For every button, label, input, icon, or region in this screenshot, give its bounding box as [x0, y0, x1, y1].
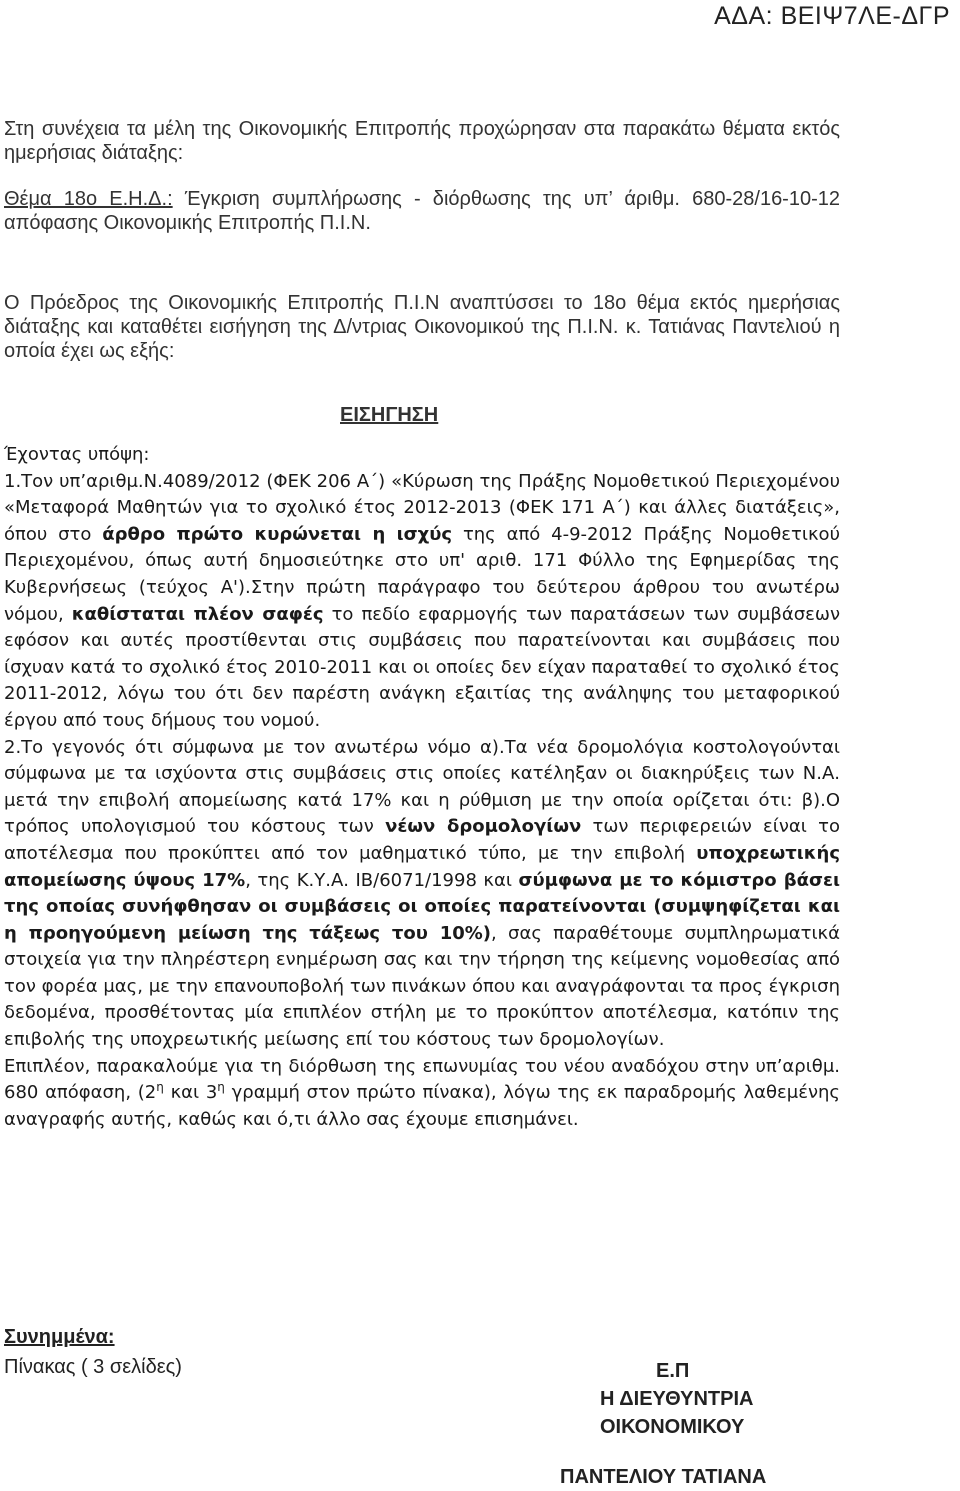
ada-identifier: ΑΔΑ: ΒΕΙΨ7ΛΕ-ΔΓΡ — [714, 2, 950, 30]
p2-bold-b: υποχρεωτικής απομείωσης ύψους 17% — [4, 842, 840, 891]
topic-paragraph — [4, 187, 840, 235]
attachments-label: Συνημμένα: — [4, 1326, 115, 1348]
p2-text-b: των περιφερειών είναι το αποτέλεσμα που προκύπτει από τον μαθηματικό τύπο, με την επιβολή — [4, 816, 840, 864]
attachments-item: Πίνακας ( 3 σελίδες) — [4, 1356, 182, 1378]
signature-block — [600, 1357, 753, 1441]
p1-bold-b: καθίσταται πλέον σαφές — [71, 603, 324, 625]
considering-line: Έχοντας υπόψη: — [4, 444, 150, 465]
p3-sup-a: η — [156, 1080, 164, 1095]
signature-line-2: Η ΔΙΕΥΘΥΝΤΡΙΑ — [600, 1388, 754, 1410]
p1-text-b: της από 4-9-2012 Πράξης Νομοθετικού Περιεχομένου, όπως αυτή δημοσιεύτηκε στο υπ' αριθ. 171 Φύλλο της Εφημερίδας της Κυβερνήσεως (τεύχος Α').Στην πρώτη παράγραφο του δεύτερου άρθρου του ανωτέρω νόμου, — [4, 523, 840, 625]
topic-text: Έγκριση συμπλήρωσης - διόρθωσης της υπ’ άριθμ. 680-28/16-10-12 απόφασης Οικονομικής Επιτροπής Π.Ι.Ν. — [4, 188, 840, 234]
paragraph-2 — [4, 735, 840, 1054]
president-paragraph: Ο Πρόεδρος της Οικονομικής Επιτροπής Π.Ι.Ν αναπτύσσει το 18ο θέμα εκτός ημερήσιας διάταξης και καταθέτει εισήγηση της Δ/ντριας Οικονομικού της Π.Ι.Ν. κ. Τατιάνας Παντελιού η οποία έχει ως εξής: — [4, 292, 840, 362]
paragraph-1 — [4, 469, 840, 735]
p3-text-a: Επιπλέον, παρακαλούμε για τη διόρθωση της επωνυμίας του νέου αναδόχου στην υπ’αριθμ. 680 απόφαση, (2 — [4, 1055, 840, 1104]
p3-text-b: και 3 — [163, 1082, 218, 1104]
document-body — [4, 442, 840, 1133]
p1-text-c: το πεδίο εφαρμογής των παρατάσεων των συμβάσεων εφόσον και αυτές προστίθενται στις συμβάσεις που παρατείνονται και συμβάσεις που ίσχυαν κατά το σχολικό έτος 2010-2011 και οι οποίες δεν είχαν παραταθεί το σχολικό έτος 2011-2012, λόγω του ότι δεν παρέστη ανάγκη εξαιτίας της ανάληψης του μεταφορικού έργου από τους δήμους του νομού. — [4, 603, 840, 731]
signature-line-3: ΟΙΚΟΝΟΜΙΚΟΥ — [600, 1416, 745, 1438]
attachments-block — [4, 1322, 182, 1382]
p2-text-c: , της Κ.Υ.Α. ΙΒ/6071/1998 και — [245, 869, 519, 891]
paragraph-3 — [4, 1054, 840, 1134]
signatory-name: ΠΑΝΤΕΛΙΟΥ ΤΑΤΙΑΝΑ — [560, 1466, 767, 1488]
p2-text-d: , σας παραθέτουμε συμπληρωματικά στοιχεία για την πληρέστερη ενημέρωση σας και την τήρηση της κείμενης νομοθεσίας από τον φορέα μας, με την επανουποβολή των πινάκων όπου και αναγράφονται τα προς έγκριση δεδομένα, προσθέτοντας μία επιπλέον στήλη με το προκύπτον αποτέλεσμα, κατόπιν της επιβολής της υποχρεωτικής μείωσης επί του κόστους των δρομολογίων. — [4, 922, 841, 1051]
document-title: ΕΙΣΗΓΗΣΗ — [340, 404, 439, 426]
p2-bold-a: νέων δρομολογίων — [385, 816, 582, 838]
p1-text-a: 1.Τον υπ’αριθμ.Ν.4089/2012 (ΦΕΚ 206 Α΄) «Κύρωση της Πράξης Νομοθετικού Περιεχομένου «Μεταφορά Μαθητών για το σχολικό έτος 2012-2013 (ΦΕΚ 171 Α΄) και άλλες διατάξεις», όπου στο — [4, 470, 840, 545]
signature-line-1: Ε.Π — [656, 1360, 690, 1382]
p3-text-c: γραμμή στον πρώτο πίνακα), λόγω της εκ παραδρομής λαθεμένης αναγραφής αυτής, καθώς και ό,τι άλλο σας έχουμε επισημάνει. — [4, 1082, 840, 1130]
topic-label: Θέμα 18ο Ε.Η.Δ.: — [4, 188, 173, 210]
p1-bold-a: άρθρο πρώτο κυρώνεται η ισχύς — [102, 523, 453, 545]
p2-bold-c: σύμφωνα με το κόμιστρο βάσει της οποίας συνήφθησαν οι συμβάσεις οι οποίες παρατείνονται (συμψηφίζεται και η προηγούμενη μείωση της τάξεως του 10%) — [4, 869, 840, 944]
p2-text-a: 2.Το γεγονός ότι σύμφωνα με τον ανωτέρω νόμο α).Τα νέα δρομολόγια κοστολογούνται σύμφωνα με τα ισχύοντα στις συμβάσεις στις οποίες κατέληξαν οι διακηρύξεις των Ν.Α. μετά την επιβολή απομείωσης κατά 17% και η ρύθμιση με την οποία ορίζεται ότι: β).Ο τρόπος υπολογισμού του κόστους των — [4, 736, 840, 838]
intro-paragraph: Στη συνέχεια τα μέλη της Οικονομικής Επιτροπής προχώρησαν στα παρακάτω θέματα εκτός ημερήσιας διάταξης: — [4, 118, 840, 164]
p3-sup-b: η — [217, 1080, 225, 1095]
